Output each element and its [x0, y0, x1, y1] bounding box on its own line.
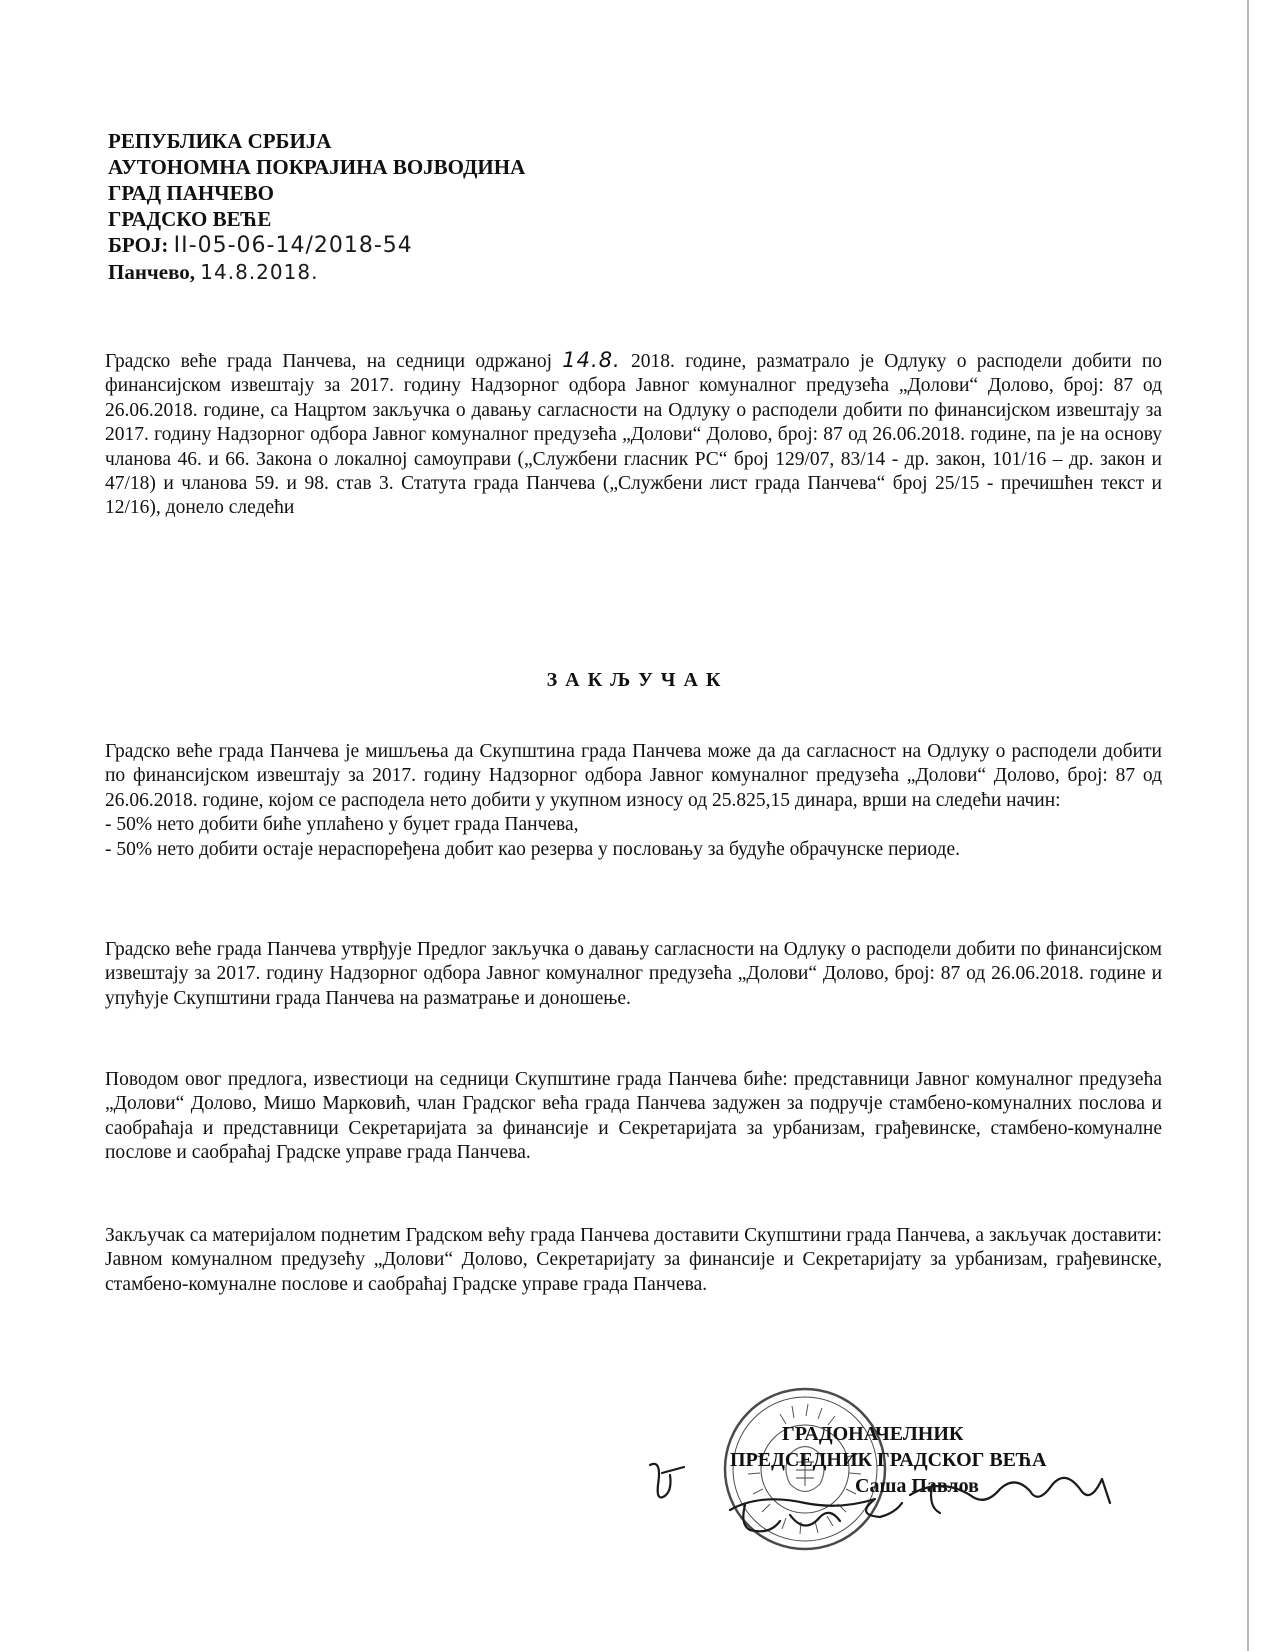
signature-title-president: ПРЕДСЕДНИК ГРАДСКОГ ВЕЋА: [730, 1449, 1047, 1471]
list-item-budget: - 50% нето добити биће уплаћено у буџет града Панчева,: [105, 814, 579, 836]
header-republic: РЕПУБЛИКА СРБИЈА: [108, 129, 332, 153]
header-place-date-line: [108, 259, 525, 285]
date-handwritten: 14.8.2018.: [200, 260, 319, 284]
paragraph-2-text: Градско веће града Панчева утврђује Предлог закључка о давању сагласности на Одлуку о расподели добити по финансијском извештају за 2017. годину Надзорног одбора Јавног комуналног предузећа „Долови“ Долово, број: 87 од 26.06.2018. године и упућује Скупштини града Панчева на разматрање и доношење.: [105, 939, 1162, 1009]
paragraph-4-text: Закључак са материјалом поднетим Градском већу града Панчева доставити Скупштини града Панчева, а закључак доставити: Јавном комуналном предузећу „Долови“ Долово, Секретаријату за финансије и Секретаријату за урбанизам, грађевинске, стамбено-комуналне послове и саобраћај Градске управе града Панчева.: [105, 1225, 1162, 1295]
conclusion-paragraph-1: [105, 740, 1162, 862]
signature-title-mayor: ГРАДОНАЧЕЛНИК: [782, 1423, 964, 1445]
header-city: ГРАД ПАНЧЕВО: [108, 181, 274, 205]
session-date-handwritten: 14.8.: [562, 348, 621, 372]
intro-text-start: Градско веће града Панчева, на седници одржаној: [105, 351, 552, 372]
intro-text-rest: 2018. године, разматрало је Одлуку о расподели добити по финансијском извештају за 2017. годину Надзорног одбора Јавног комуналног предузећа „Долови“ Долово, број: 87 од 26.06.2018. године, са Нацртом закључка о давању сагласности на Одлуку о расподели добити по финансијском извештају за 2017. годину Надзорног одбора Јавног комуналног предузећа „Долови“ Долово, број: 87 од 26.06.2018. године, па је на основу чланова 46. и 66. Закона о локалној самоуправи („Службени гласник РС“ број 129/07, 83/14 - др. закон, 101/16 – др. закон и 47/18) и чланова 59. и 98. став 3. Статута града Панчева („Службени лист града Панчева“ број 25/15 - пречишћен текст и 12/16), донело следећи: [105, 351, 1162, 519]
list-item-reserve: - 50% нето добити остаје нераспоређена добит као резерва у пословању за будуће обрачунске периоде.: [105, 838, 961, 860]
number-handwritten: II-05-06-14/2018-54: [173, 233, 413, 258]
place-label: Панчево,: [108, 260, 196, 284]
conclusion-paragraph-2: [105, 938, 1162, 1011]
handwritten-signature-icon: [640, 1455, 1140, 1565]
document-title: ЗАКЉУЧАК: [546, 669, 729, 691]
conclusion-paragraph-3: [105, 1068, 1162, 1166]
paragraph-3-text: Поводом овог предлога, известиоци на седници Скупштине града Панчева биће: представници Јавног комуналног предузећа „Долови“ Долово, Мишо Марковић, члан Градског већа града Панчева задужен за подручје стамбено-комуналних послова и саобраћаја и представници Секретаријата за финансије и Секретаријата за урбанизам, грађевинске, стамбено-комуналне послове и саобраћај Градске управе града Панчева.: [105, 1069, 1162, 1164]
page-edge-line: [1247, 0, 1249, 1651]
conclusion-paragraph-4: [105, 1224, 1162, 1297]
intro-paragraph: [105, 348, 1162, 521]
document-header: [108, 128, 525, 285]
header-province: АУТОНОМНА ПОКРАЈИНА ВОЈВОДИНА: [108, 155, 526, 179]
number-label: БРОЈ:: [108, 233, 169, 257]
header-number-line: [108, 232, 525, 259]
signature-name: Саша Павлов: [855, 1475, 979, 1497]
header-council: ГРАДСКО ВЕЋЕ: [108, 207, 272, 231]
conclusion-text: Градско веће града Панчева је мишљења да Скупштина града Панчева може да да сагласност на Одлуку о расподели добити по финансијском извештају за 2017. годину Надзорног одбора Јавног комуналног предузећа „Долови“ Долово, број: 87 од 26.06.2018. године, којом се расподела нето добити у укупном износу од 25.825,15 динара, врши на следећи начин:: [105, 741, 1162, 811]
